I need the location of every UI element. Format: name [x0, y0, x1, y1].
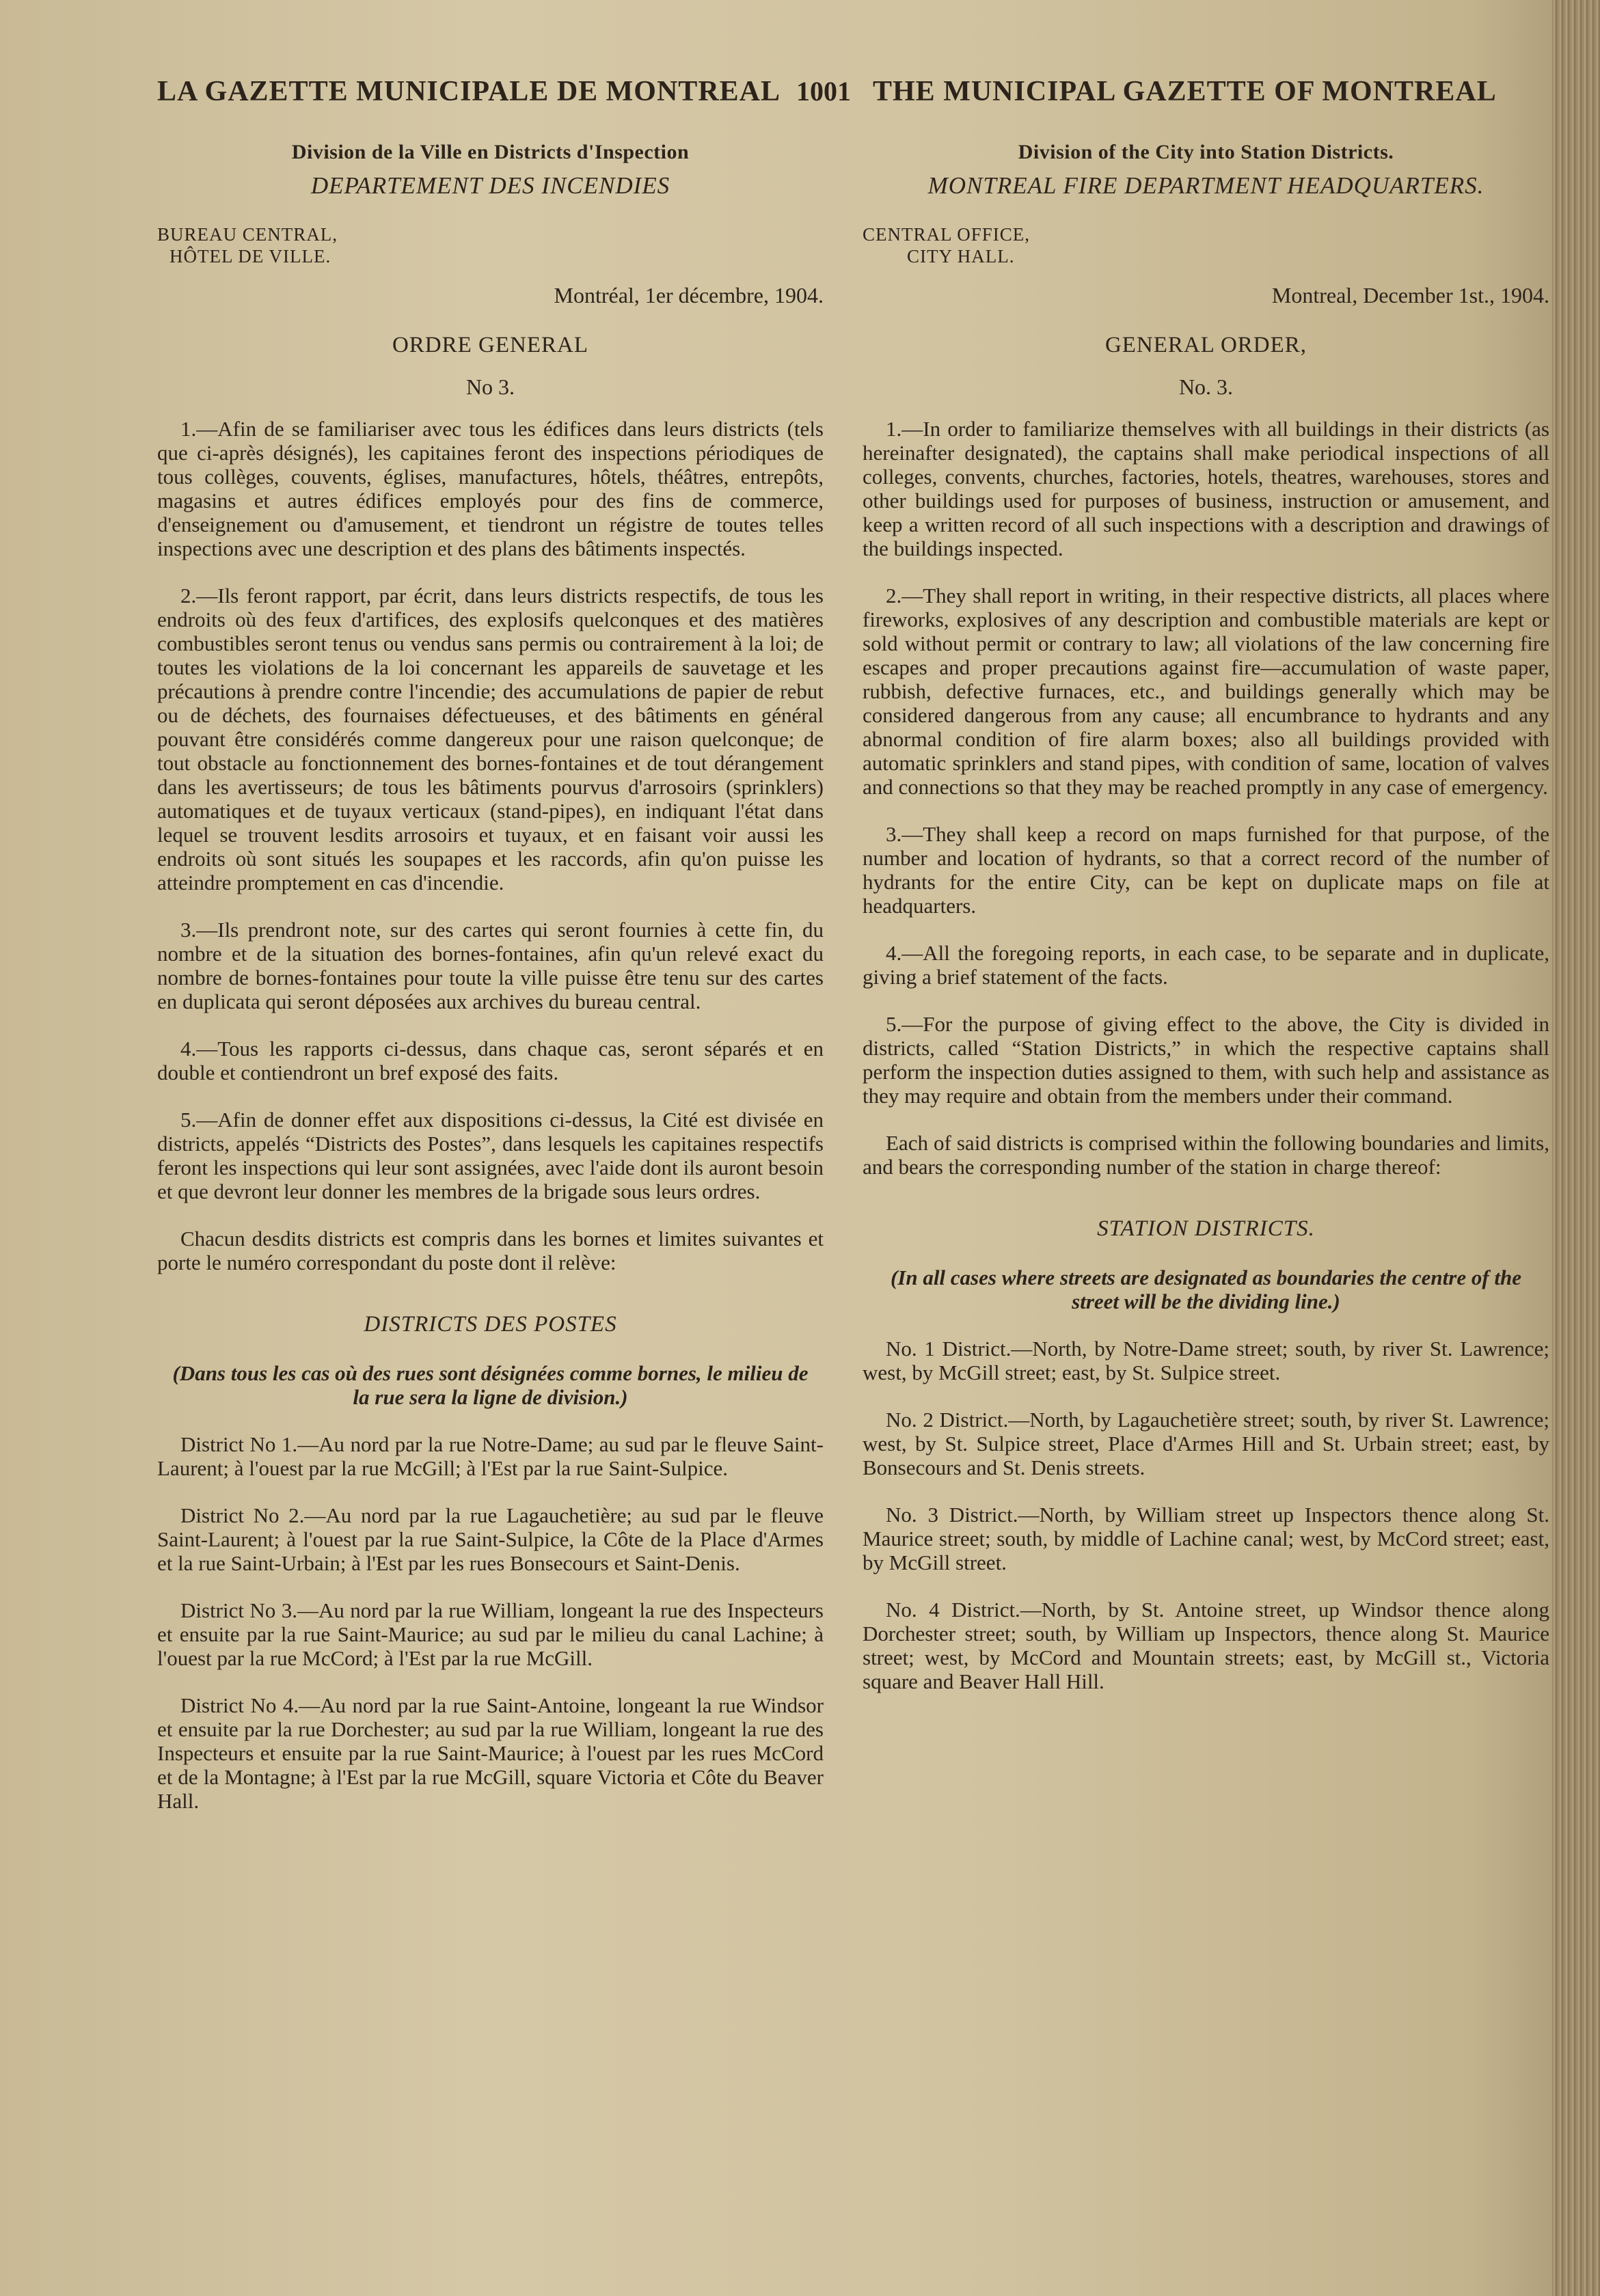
french-column: [157, 140, 824, 1836]
boundary-note: (Dans tous les cas où des rues sont désignées comme bornes, le milieu de la rue sera la ligne de division.): [172, 1361, 809, 1409]
paragraph: 1.—In order to familiarize themselves with all buildings in their districts (as hereinafter designated), the captains shall make periodical inspections of all colleges, convents, churches, factories, hotels, theatres, warehouses, stores and other buildings used for purposes of business, instruction or amusement, and keep a written record of all such inspections with a description and drawings of the buildings inspected.: [863, 417, 1549, 560]
order-number: No 3.: [465, 374, 515, 399]
binding-edge: [1552, 0, 1600, 2296]
office-line: HÔTEL DE VILLE.: [170, 246, 331, 266]
english-column: [863, 140, 1549, 1717]
header-title-french: LA GAZETTE MUNICIPALE DE MONTREAL: [157, 76, 781, 107]
department-heading: DEPARTEMENT DES INCENDIES: [310, 172, 670, 199]
paragraph: 5.—Afin de donner effet aux dispositions ci-dessus, la Cité est divisée en districts, appelés “Districts des Postes”, dans lesquels les capitaines respectifs feront les inspections qui leur sont assignées, avec l'aide dont ils auront besoin et que devront leur donner les membres de la brigade sous leurs ordres.: [157, 1108, 824, 1203]
order-number: No. 3.: [1178, 374, 1234, 399]
paragraph: 2.—They shall report in writing, in their respective districts, all places where fireworks, explosives of any description and combustible materials are kept or sold without permit or contrary to law; all violations of the law concerning fire escapes and proper precautions against fire—accumulation of waste paper, rubbish, defective furnaces, etc., and buildings generally which may be considered dangerous from any cause; all encumbrance to hydrants and any abnormal condition of fire alarm boxes; also all buildings provided with automatic sprinklers and stand pipes, with condition of same, location of valves and connections so that they may be reached promptly in any case of emergency.: [863, 584, 1549, 799]
paragraph: 1.—Afin de se familiariser avec tous les édifices dans leurs districts (tels que ci-après désignés), les capitaines feront des inspections périodiques de tous collèges, couvents, églises, manufactures, hôtels, théâtres, entrepôts, magasins et autres édifices employés pour des fins de commerce, d'enseignement ou d'amusement, et tiendront un régistre de toutes telles inspections avec une description et des plans des bâtiments inspectés.: [157, 417, 824, 560]
district-entry: No. 3 District.—North, by William street up Inspectors thence along St. Maurice street; south, by middle of Lachine canal; west, by McCord street; east, by McGill street.: [863, 1503, 1549, 1574]
district-entry: No. 4 District.—North, by St. Antoine street, up Windsor thence along Dorchester street; south, by William up Inspectors, thence along St. Maurice street; west, by McCord and Mountain streets; east, by McGill st., Victoria square and Beaver Hall Hill.: [863, 1598, 1549, 1693]
paragraph: 3.—They shall keep a record on maps furnished for that purpose, of the number and location of hydrants, so that a correct record of the number of hydrants for the entire City, can be kept on duplicate maps on file at headquarters.: [863, 822, 1549, 918]
order-title: GENERAL ORDER,: [1104, 333, 1307, 357]
dateline: Montréal, 1er décembre, 1904.: [554, 283, 824, 308]
paragraph: Each of said districts is comprised within the following boundaries and limits, and bears the corresponding number of the station in charge thereof:: [863, 1131, 1549, 1179]
department-heading: MONTREAL FIRE DEPARTMENT HEADQUARTERS.: [927, 172, 1484, 199]
division-heading: Division de la Ville en Districts d'Inspection: [291, 141, 690, 163]
paragraph: Chacun desdits districts est compris dans les bornes et limites suivantes et porte le numéro correspondant du poste dont il relève:: [157, 1227, 824, 1274]
paragraph: 2.—Ils feront rapport, par écrit, dans leurs districts respectifs, de tous les endroits où des feux d'artifices, des explosifs quelconques et des matières combustibles seront tenus ou vendus sans permis ou contrairement à la loi; de toutes les violations de la loi concernant les appareils de sauvetage et les précautions à prendre contre l'incendie; des accumulations de papier de rebut ou de déchets, des fournaises défectueuses, et des bâtiments en général pouvant être considérés comme dangereux pour une raison quelconque; de tout obstacle au fonctionnement des bornes-fontaines et de tout dérangement dans les avertisseurs; de tous les bâtiments pourvus d'arrosoirs (sprinklers) automatiques et de tuyaux verticaux (stand-pipes), en indiquant l'état dans lequel se trouvent lesdits arrosoirs et tuyaux, et en faisant voir aussi les endroits où sont situés les soupapes et les raccords, afin qu'on puisse les atteindre promptement en cas d'incendie.: [157, 584, 824, 894]
dateline: Montreal, December 1st., 1904.: [1271, 283, 1549, 308]
district-entry: District No 4.—Au nord par la rue Saint-Antoine, longeant la rue Windsor et ensuite par la rue Dorchester; au sud par la rue William, longeant la rue des Inspecteurs et ensuite par la rue Saint-Maurice; à l'ouest par les rues McCord et de la Montagne; à l'Est par la rue McGill, square Victoria et Côte du Beaver Hall.: [157, 1693, 824, 1813]
district-entry: District No 2.—Au nord par la rue Lagauchetière; au sud par le fleuve Saint-Laurent; à l'ouest par la rue Saint-Sulpice, la Côte de la Place d'Armes et la rue Saint-Urbain; à l'Est par les rues Bonsecours et Saint-Denis.: [157, 1503, 824, 1575]
page-number: 1001: [796, 76, 851, 107]
districts-heading: DISTRICTS DES POSTES: [364, 1312, 617, 1337]
division-heading: Division of the City into Station Districts.: [1018, 141, 1394, 163]
order-title: ORDRE GENERAL: [392, 333, 589, 357]
paragraph: 3.—Ils prendront note, sur des cartes qui seront fournies à cette fin, du nombre et de la situation des bornes-fontaines, afin qu'un relevé exact du nombre de bornes-fontaines pour toute la ville puisse être tenu sur des cartes en duplicata qui seront déposées aux archives du bureau central.: [157, 918, 824, 1013]
district-entry: No. 1 District.—North, by Notre-Dame street; south, by river St. Lawrence; west, by McGill street; east, by St. Sulpice street.: [863, 1337, 1549, 1384]
district-entry: District No 1.—Au nord par la rue Notre-Dame; au sud par le fleuve Saint-Laurent; à l'ouest par la rue McGill; à l'Est par la rue Saint-Sulpice.: [157, 1432, 824, 1480]
office-line: BUREAU CENTRAL,: [157, 224, 338, 245]
office-line: CITY HALL.: [907, 246, 1015, 266]
header-title-english: THE MUNICIPAL GAZETTE OF MONTREAL: [873, 76, 1497, 107]
paragraph: 4.—All the foregoing reports, in each case, to be separate and in duplicate, giving a brief statement of the facts.: [863, 941, 1549, 989]
office-line: CENTRAL OFFICE,: [863, 224, 1031, 245]
districts-heading: STATION DISTRICTS.: [1097, 1216, 1315, 1241]
paragraph: 5.—For the purpose of giving effect to the above, the City is divided in districts, called “Station Districts,” in which the respective captains shall perform the inspection duties assigned to them, with such help and assistance as they may require and obtain from the members under their command.: [863, 1012, 1549, 1108]
district-entry: No. 2 District.—North, by Lagauchetière street; south, by river St. Lawrence; west, by St. Sulpice street, Place d'Armes Hill and St. Urbain street; east, by Bonsecours and St. Denis streets.: [863, 1408, 1549, 1479]
running-header: [157, 75, 1497, 116]
boundary-note: (In all cases where streets are designated as boundaries the centre of the street will be the dividing line.): [890, 1266, 1522, 1313]
district-entry: District No 3.—Au nord par la rue William, longeant la rue des Inspecteurs et ensuite par la rue Saint-Maurice; au sud par le milieu du canal Lachine; à l'ouest par la rue McCord; à l'Est par la rue McGill.: [157, 1598, 824, 1670]
paragraph: 4.—Tous les rapports ci-dessus, dans chaque cas, seront séparés et en double et contiendront un bref exposé des faits.: [157, 1037, 824, 1084]
